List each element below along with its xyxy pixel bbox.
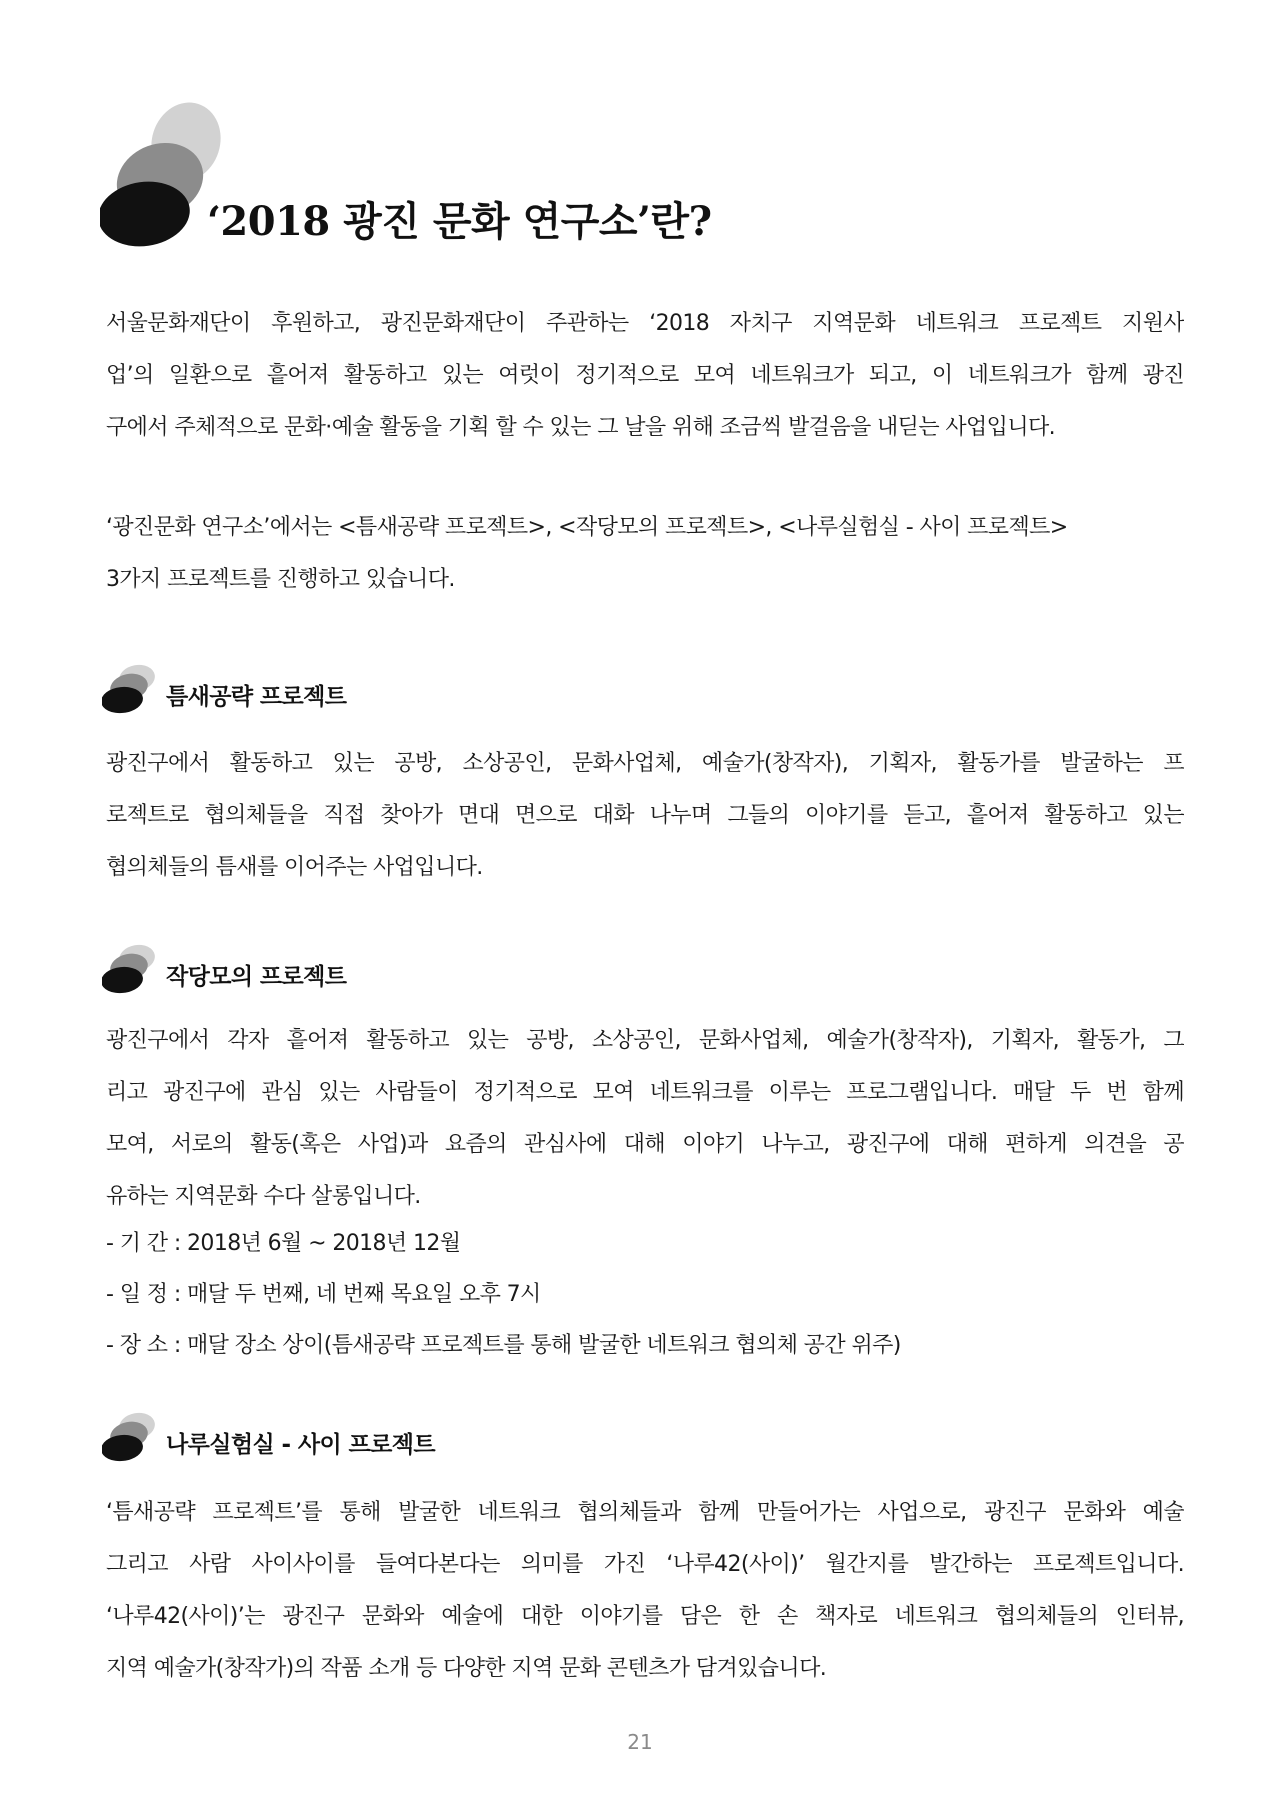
intro-paragraph-2 [106,502,1184,606]
section-line: ‘틈새공략 프로젝트’를 통해 발굴한 네트워크 협의체들과 함께 만들어가는 사업으로, 광진구 문화와 예술 [106,1500,1184,1525]
section-line: 협의체들의 틈새를 이어주는 사업입니다. [106,855,483,880]
section-body-jakdang [106,1015,1184,1223]
section-header-tumsae [102,660,802,720]
intro-line: 3가지 프로젝트를 진행하고 있습니다. [106,567,455,592]
detail-location: - 장 소 : 매달 장소 상이(틈새공략 프로젝트를 통해 발굴한 네트워크 협의체 공간 위주) [106,1333,901,1358]
page-title: ‘2018 광진 문화 연구소’란? [207,198,712,245]
section-line: ‘나루42(사이)’는 광진구 문화와 예술에 대한 이야기를 담은 한 손 책자로 네트워크 협의체들의 인터뷰, [106,1604,1184,1629]
intro-line: 서울문화재단이 후원하고, 광진문화재단이 주관하는 ‘2018 자치구 지역문화 네트워크 프로젝트 지원사 [106,311,1184,336]
section-line: 모여, 서로의 활동(혹은 사업)과 요즘의 관심사에 대해 이야기 나누고, 광진구에 대해 편하게 의견을 공 [106,1132,1184,1157]
section-body-tumsae [106,738,1184,894]
section-body-naru [106,1487,1184,1695]
section-line: 광진구에서 활동하고 있는 공방, 소상공인, 문화사업체, 예술가(창작자), 기획자, 활동가를 발굴하는 프 [106,751,1184,776]
section-bullet-icon [102,1408,158,1464]
intro-line: 업’의 일환으로 흩어져 활동하고 있는 여럿이 정기적으로 모여 네트워크가 되고, 이 네트워크가 함께 광진 [106,363,1184,388]
section-title: 틈새공략 프로젝트 [166,684,347,710]
intro-line: 구에서 주체적으로 문화·예술 활동을 기획 할 수 있는 그 날을 위해 조금씩 발걸음을 내딛는 사업입니다. [106,415,1056,440]
section-details-jakdang [106,1218,1184,1371]
section-line: 광진구에서 각자 흩어져 활동하고 있는 공방, 소상공인, 문화사업체, 예술가(창작자), 기획자, 활동가, 그 [106,1028,1184,1053]
detail-schedule: - 일 정 : 매달 두 번째, 네 번째 목요일 오후 7시 [106,1282,541,1307]
section-line: 그리고 사람 사이사이를 들여다본다는 의미를 가진 ‘나루42(사이)’ 월간지를 발간하는 프로젝트입니다. [106,1552,1184,1577]
section-header-naru [102,1408,802,1468]
section-title: 나루실험실 - 사이 프로젝트 [166,1432,435,1458]
section-bullet-icon [102,940,158,996]
section-line: 로젝트로 협의체들을 직접 찾아가 면대 면으로 대화 나누며 그들의 이야기를 듣고, 흩어져 활동하고 있는 [106,803,1184,828]
section-line: 유하는 지역문화 수다 살롱입니다. [106,1184,421,1209]
intro-paragraph [106,298,1184,454]
detail-period: - 기 간 : 2018년 6월 ~ 2018년 12월 [106,1231,461,1256]
section-line: 지역 예술가(창작가)의 작품 소개 등 다양한 지역 문화 콘텐츠가 담겨있습니다. [106,1656,827,1681]
section-line: 리고 광진구에 관심 있는 사람들이 정기적으로 모여 네트워크를 이루는 프로그램입니다. 매달 두 번 함께 [106,1080,1184,1105]
section-title: 작당모의 프로젝트 [166,964,347,990]
page-number: 21 [627,1730,653,1754]
section-header-jakdang [102,940,802,1000]
section-bullet-icon [102,660,158,716]
intro-line: ‘광진문화 연구소’에서는 <틈새공략 프로젝트>, <작당모의 프로젝트>, <나루실험실 - 사이 프로젝트> [106,515,1068,540]
